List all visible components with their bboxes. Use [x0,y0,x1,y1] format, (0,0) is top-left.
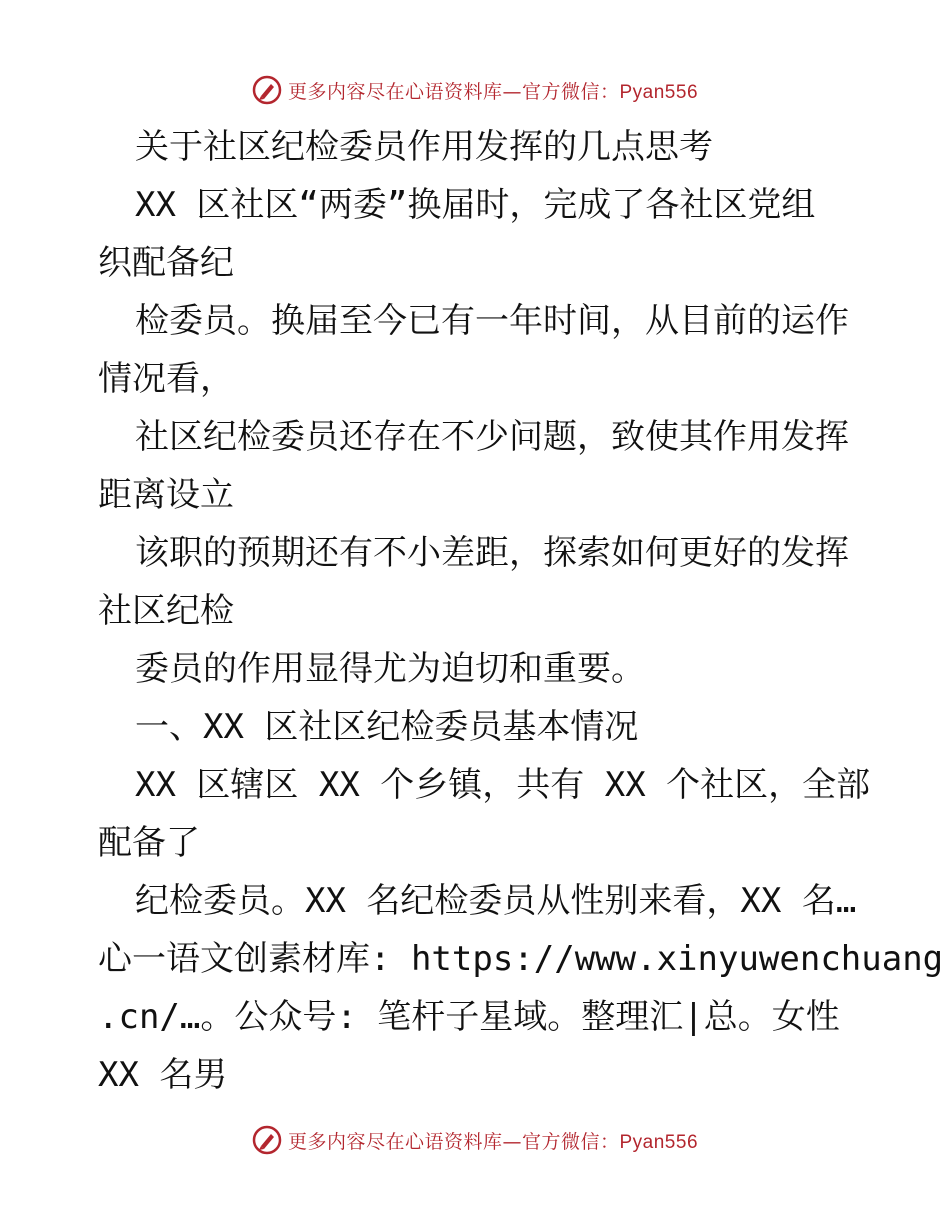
text-line: 一、XX 区社区纪检委员基本情况 [135,707,639,747]
text-line: XX 名男 [98,1055,228,1095]
text-line: 委员的作用显得尤为迫切和重要。 [135,649,645,689]
banner-wechat-id: Pyan556 [619,81,699,103]
text-line: 情况看， [98,359,234,399]
text-line: 纪检委员。XX 名纪检委员从性别来看，XX 名… [135,881,857,921]
text-line: .cn/…。公众号: 笔杆子星域。整理汇|总。女性 [98,997,840,1037]
banner-text [288,1127,698,1154]
text-line: 心一语文创素材库: https://www.xinyuwenchuang [98,939,944,979]
text-line: XX 区社区“两委”换届时，完成了各社区党组 [135,185,816,225]
text-line: 检委员。换届至今已有一年时间，从目前的运作 [135,301,849,341]
header-banner [0,70,950,110]
text-line: 社区纪检 [98,591,234,631]
banner-title: 更多内容尽在心语资料库 [287,1130,503,1153]
text-line: 配备了 [98,823,200,863]
banner-text [288,77,698,104]
pen-logo-icon [252,75,282,105]
document-body [98,118,944,1104]
pen-logo-icon [252,1125,282,1155]
text-line: 社区纪检委员还存在不少问题，致使其作用发挥 [135,417,849,457]
banner-wechat-label: 官方微信： [521,80,620,103]
banner-wechat-label: 官方微信： [521,1130,620,1153]
banner-title: 更多内容尽在心语资料库 [287,80,503,103]
banner-separator: — [502,80,522,103]
banner-separator: — [502,1130,522,1153]
text-line: 关于社区纪检委员作用发挥的几点思考 [135,127,713,167]
footer-banner [0,1120,950,1160]
text-line: 距离设立 [98,475,234,515]
text-line: 该职的预期还有不小差距，探索如何更好的发挥 [135,533,849,573]
text-line: 织配备纪 [98,243,234,283]
text-line: XX 区辖区 XX 个乡镇，共有 XX 个社区，全部 [135,765,871,805]
banner-wechat-id: Pyan556 [619,1131,699,1153]
